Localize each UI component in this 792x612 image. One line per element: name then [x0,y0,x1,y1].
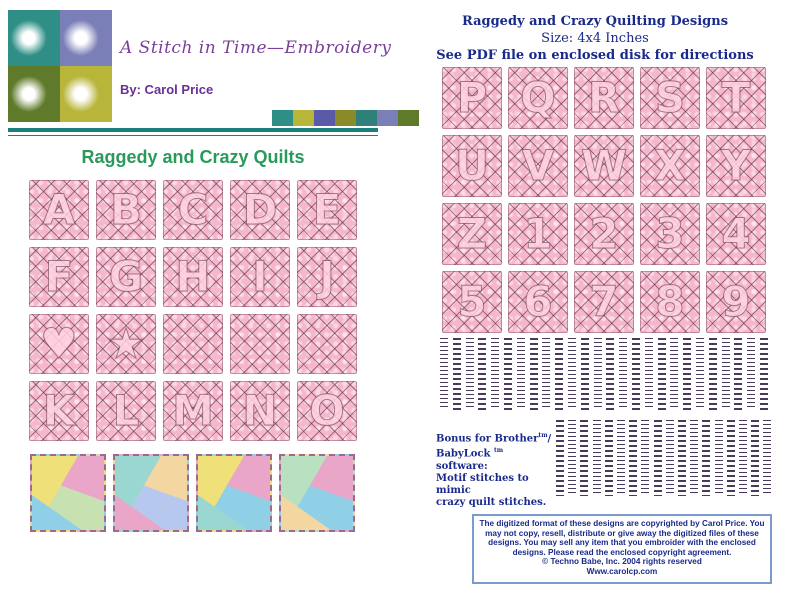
motif-stitch-sample [658,338,666,410]
right-tile-glyph: 4 [721,209,751,258]
right-size: Size: 4x4 Inches [541,31,649,46]
crazy-quilt-square [279,454,355,532]
color-chip [335,110,356,126]
right-tile-glyph: 5 [457,277,487,326]
motif-stitch-sample [440,338,448,410]
right-tile [574,67,634,129]
motif-stitch-sample [734,338,742,410]
motif-stitch-sample [453,338,461,410]
right-title: Raggedy and Crazy Quilting Designs [461,14,729,29]
motif-stitch-sample [666,420,674,496]
left-tile [96,247,156,307]
right-tile-glyph: R [587,73,621,122]
motif-stitch-sample [530,338,538,410]
right-tile [706,135,766,197]
motif-stitch-sample [747,338,755,410]
left-tile-glyph: F [44,252,74,301]
left-tile-glyph: J [319,252,335,301]
right-tile [640,203,700,265]
bonus-note [436,430,556,509]
left-tile-glyph: G [108,252,144,301]
right-tile [508,271,568,333]
brand-thumbnail-grid [8,10,112,122]
motif-stitch-sample [645,338,653,410]
bonus-line2: BabyLock [436,448,491,460]
right-tile [640,271,700,333]
thumbnail-3 [8,66,60,122]
motif-stitch-sample [542,338,550,410]
right-tile [640,135,700,197]
motif-stitch-sample [568,338,576,410]
left-tile [29,180,89,240]
left-tile-glyph: C [177,185,209,234]
motif-stitch-sample [760,338,768,410]
copyright-notice [472,514,772,584]
left-tile-glyph: D [242,185,278,234]
left-tile-glyph: E [312,185,342,234]
right-tile-glyph: S [654,73,686,122]
right-tile-glyph: 2 [589,209,619,258]
right-tile-glyph: Z [456,209,488,258]
thumbnail-1 [8,10,60,66]
right-tile-glyph: T [721,73,751,122]
left-tile-glyph: N [242,386,278,435]
right-tile [706,67,766,129]
right-tile-glyph: 9 [721,277,751,326]
right-directions: See PDF file on enclosed disk for directions [436,48,754,63]
left-tile-glyph: B [109,185,142,234]
left-tile-glyph: ★ [107,319,145,368]
left-tile-glyph: ♥ [40,319,78,368]
motif-stitch-sample [504,338,512,410]
left-page-title: Raggedy and Crazy Quilts [81,147,305,167]
motif-stitch-sample [466,338,474,410]
right-tile [574,271,634,333]
left-tile-glyph: K [42,386,76,435]
motif-stitch-sample [678,420,686,496]
motif-stitch-sample [478,338,486,410]
left-tile [29,381,89,441]
motif-stitch-sample [629,420,637,496]
motif-stitch-sample [556,420,564,496]
left-tile [163,247,223,307]
left-tile-glyph: A [42,185,76,234]
left-tile-glyph: M [172,386,214,435]
motif-stitch-sample [727,420,735,496]
thumbnail-2 [60,10,112,66]
color-chip [398,110,419,126]
motif-stitch-sample [619,338,627,410]
left-tile-glyph: L [112,386,140,435]
bonus-tm2: tm [493,447,504,455]
motif-stitch-sample [696,338,704,410]
left-tile [297,314,357,374]
right-tile [706,271,766,333]
right-tile [574,203,634,265]
motif-stitch-sample [654,420,662,496]
motif-stitch-sample [617,420,625,496]
thumbnail-4 [60,66,112,122]
left-tile-glyph: I [252,252,268,301]
right-tile [574,135,634,197]
right-tile [508,135,568,197]
right-tile-glyph: 6 [523,277,553,326]
motif-stitch-sample [683,338,691,410]
right-tile-glyph: W [580,141,628,190]
right-tile [508,203,568,265]
left-tile-glyph: O [309,386,345,435]
left-tile [297,381,357,441]
bonus-tm1: tm [538,432,548,439]
right-tile-glyph: X [653,141,687,190]
left-tile [230,381,290,441]
header-divider [8,128,378,132]
left-tile [230,314,290,374]
right-tile [442,135,502,197]
color-chip [314,110,335,126]
motif-stitch-sample [555,338,563,410]
left-tile [230,180,290,240]
bonus-line1: Bonus for Brother [436,433,539,445]
motif-stitch-sample [763,420,771,496]
bonus-line2b: software: [436,460,488,472]
motif-stitch-sample [702,420,710,496]
motif-stitch-sample [517,338,525,410]
left-tile-glyph: H [175,252,211,301]
color-chip [356,110,377,126]
left-tile [163,381,223,441]
right-tile [442,67,502,129]
brand-title: A Stitch in Time—Embroidery [120,38,392,58]
right-tile-glyph: Y [720,141,752,190]
motif-stitch-sample [739,420,747,496]
right-tile [640,67,700,129]
right-tile-glyph: U [454,141,490,190]
right-tile-glyph: 8 [655,277,685,326]
crazy-quilt-square [196,454,272,532]
color-chip [272,110,293,126]
left-tile [29,314,89,374]
right-tile-glyph: 7 [589,277,619,326]
right-tile [442,271,502,333]
color-chip [377,110,398,126]
crazy-quilt-square [113,454,189,532]
motif-stitch-sample [605,420,613,496]
left-tile [163,180,223,240]
right-tile-glyph: 1 [523,209,553,258]
left-tile [297,180,357,240]
motif-stitch-sample [606,338,614,410]
right-tile-glyph: Q [520,73,556,122]
crazy-quilt-square [30,454,106,532]
motif-stitch-sample [593,420,601,496]
motif-stitch-sample [751,420,759,496]
motif-stitch-sample [632,338,640,410]
copyright-text: The digitized format of these designs are copyrighted by Carol Price. You may not copy, resell, distribute or give away the digitized files of these designs. You may sell any item that you embroider with the enclosed designs. Please read the enclosed copyright agreement. [479,519,765,557]
motif-stitch-sample [670,338,678,410]
right-tile-glyph: V [521,141,555,190]
copyright-url: Www.carolcp.com [586,566,658,576]
header-divider-thin [8,135,378,136]
brand-author: By: Carol Price [120,82,214,97]
right-tile [706,203,766,265]
motif-stitch-sample [568,420,576,496]
motif-stitch-sample [715,420,723,496]
right-tile-glyph: P [456,73,488,122]
bonus-slash: / [547,433,552,445]
right-tile-glyph: 3 [655,209,685,258]
left-tile [163,314,223,374]
color-chip-strip [272,110,419,126]
motif-stitch-sample [581,338,589,410]
motif-stitch-sample [580,420,588,496]
left-tile [297,247,357,307]
bonus-line3: Motif stitches to mimic [436,472,529,496]
color-chip [293,110,314,126]
right-tile [508,67,568,129]
copyright-line2: © Techno Babe, Inc. 2004 rights reserved [542,557,702,567]
motif-stitch-sample [709,338,717,410]
left-tile [96,180,156,240]
motif-stitch-sample [722,338,730,410]
right-tile [442,203,502,265]
motif-stitch-sample [690,420,698,496]
left-tile [96,314,156,374]
motif-stitch-sample [641,420,649,496]
left-tile [29,247,89,307]
motif-stitch-sample [491,338,499,410]
left-tile [96,381,156,441]
bonus-line4: crazy quilt stitches. [436,496,547,508]
left-tile [230,247,290,307]
motif-stitch-sample [594,338,602,410]
